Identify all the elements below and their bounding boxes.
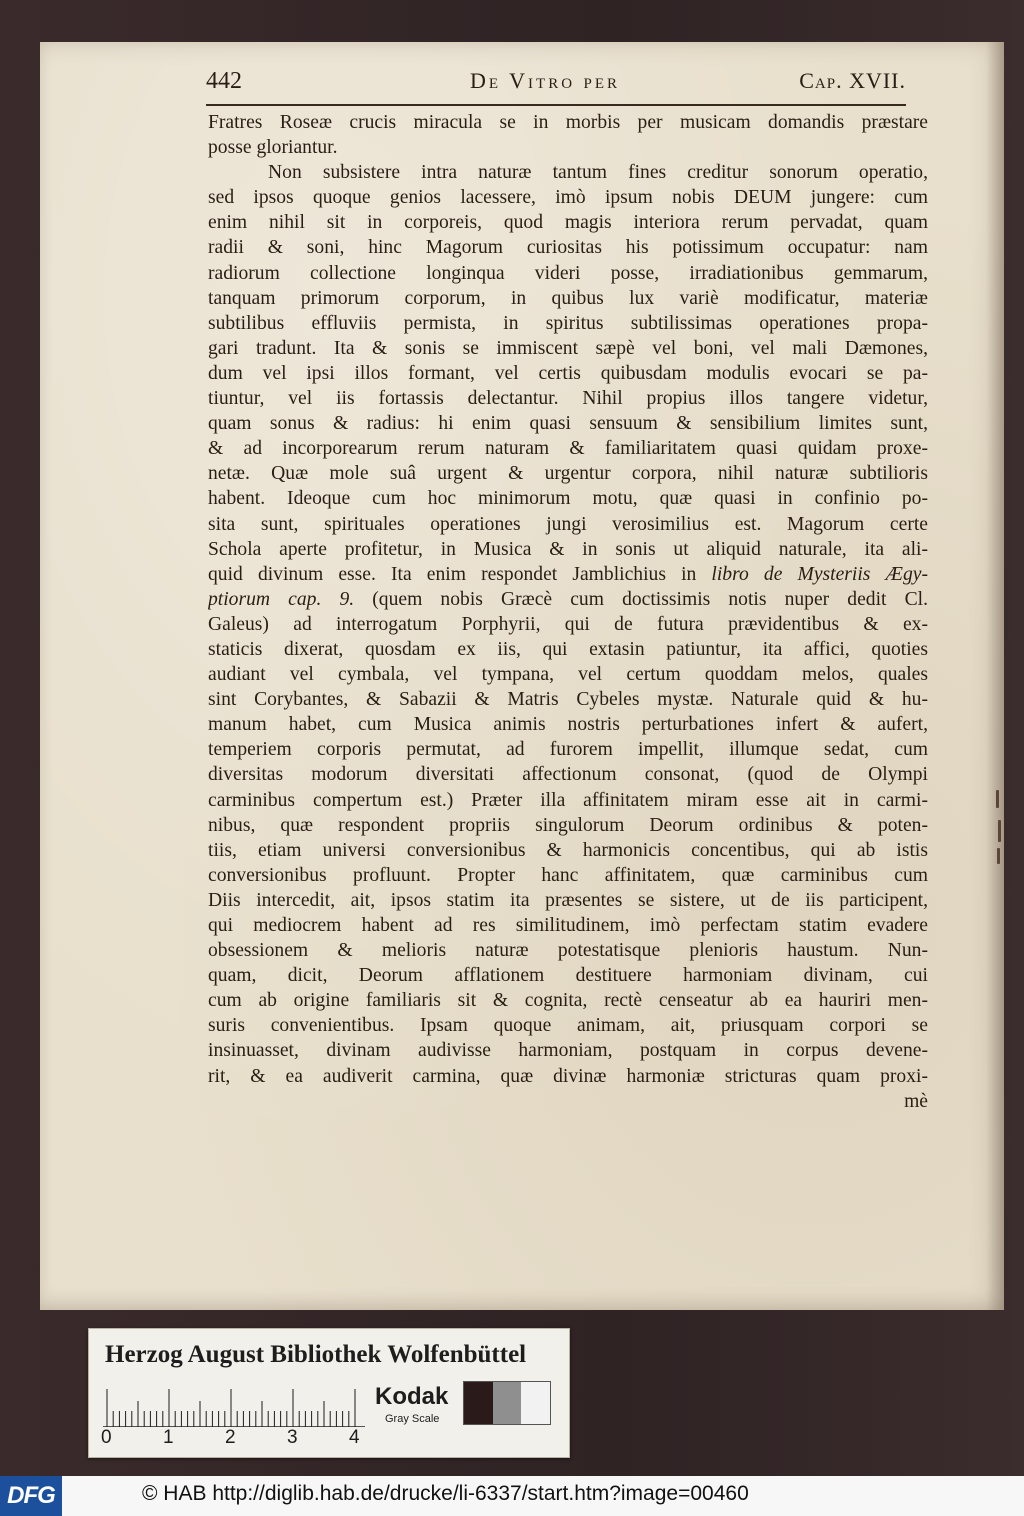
text-line: enim nihil sit in corporeis, quod magis interiora rerum pervadat, quam (208, 212, 928, 234)
text-line: cum ab origine familiaris sit & cognita, rectè censeatur ab ea hauriri men- (208, 990, 928, 1012)
chapter-label: Cap. XVII. (799, 68, 906, 93)
text-line: nibus, quæ respondent propriis singulorum Deorum ordinibus & poten- (208, 814, 928, 836)
footer-bar (0, 1476, 1024, 1516)
text-line: conversionibus profluunt. Propter hanc affinitatem, quæ carminibus cum (208, 864, 928, 886)
running-head (206, 66, 906, 102)
scale-digit: 0 (101, 1427, 112, 1448)
text-line: obsessionem & melioris naturæ potestatisque plenioris haustum. Nun- (208, 940, 928, 962)
text-line: radiorum collectione longinqua videri posse, irradiationibus gemmarum, (208, 262, 928, 284)
text-line: manum habet, cum Musica animis nostris perturbationes infert & aufert, (208, 714, 928, 736)
italic-citation: libro de Mysteriis Ægy- (711, 563, 928, 585)
swatch-dark (464, 1382, 493, 1424)
kodak-logo-text: Kodak (375, 1383, 449, 1410)
text-line: diversitas modorum diversitati affectionum consonat, (quod de Olympi (208, 764, 928, 786)
text-line: habent. Ideoque cum hoc minimorum motu, quæ quasi in confinio po- (208, 488, 928, 510)
text-line: suris convenientibus. Ipsam quoque animam, ait, priusquam corpori se (208, 1015, 928, 1037)
text-line: tanquam primorum corporum, in quibus lux variè modificatur, materiæ (208, 287, 928, 309)
text-line: rit, & ea audiverit carmina, quæ divinæ harmoniæ stricturas quam proxi- (208, 1065, 928, 1087)
text-line: netæ. Quæ mole suâ urgent & urgentur corpora, nihil naturæ subtilioris (208, 463, 928, 485)
text-line: sint Corybantes, & Sabazii & Matris Cybeles mystæ. Naturale quid & hu- (208, 689, 928, 711)
scale-digits (99, 1427, 369, 1453)
text-line: Galeus) ad interrogatum Porphyrii, qui de futura prævidentibus & ex- (208, 613, 928, 635)
text-line: subtilibus effluviis permista, in spiritus subtilissimas operationes propa- (208, 312, 928, 334)
page-edge-shadow (986, 42, 1004, 1310)
running-title: De Vitro per (470, 68, 621, 93)
dfg-logo[interactable]: DFG (0, 1476, 62, 1516)
text-line: radii & soni, hinc Magorum curiositas his potissimum occupatur: nam (208, 237, 928, 259)
scale-digit: 1 (163, 1427, 174, 1448)
text-line: staticis dixerat, quosdam ex iis, qui extasin patiuntur, ita affici, quoties (208, 638, 928, 660)
text-line: audiant vel cymbala, vel tympana, vel certum quoddam melos, quales (208, 664, 928, 686)
text-line: temperiem corporis permutat, ad furorem impellit, illumque sedat, cum (208, 739, 928, 761)
text-line: & ad incorporearum rerum naturam & familiaritatem quasi quidam proxe- (208, 438, 928, 460)
text-line: tiis, etiam universi conversionibus & harmonicis concentibus, qui ab istis (208, 839, 928, 861)
swatch-mid (493, 1382, 522, 1424)
swatch-light (521, 1382, 550, 1424)
text-line: Non subsistere intra naturæ tantum fines creditur sonorum operatio, (268, 162, 928, 184)
copyright-url[interactable]: © HAB http://diglib.hab.de/drucke/li-6337/start.htm?image=00460 (142, 1482, 749, 1505)
gray-scale-swatches (463, 1381, 551, 1425)
margin-mark (996, 790, 999, 808)
scale-digit: 2 (225, 1427, 236, 1448)
text-line: gari tradunt. Ita & sonis se immiscent sæpè vel boni, vel mali Dæmones, (208, 337, 928, 359)
catchword: mè (904, 1090, 928, 1112)
text-line (208, 562, 928, 587)
margin-mark (998, 820, 1001, 842)
text-line: dum vel ipsi illos formant, vel certis quibusdam modulis evocari se pa- (208, 362, 928, 384)
text-line: sita sunt, spirituales operationes jungi verosimilius est. Magorum certe (208, 513, 928, 535)
margin-mark (997, 848, 1000, 864)
text-line: qui mediocrem habent ad res similitudinem, imò perfectam statim evadere (208, 915, 928, 936)
header-rule (206, 104, 906, 106)
text-line-part: quid divinum esse. Ita enim respondet Jamblichius in (208, 563, 697, 585)
text-line: Diis intercedit, ait, ipsos statim ita præsentes se sistere, ut de iis participent, (208, 889, 928, 911)
text-line: quam, dicit, Deorum afflationem destituere harmoniam divinam, cui (208, 965, 928, 987)
text-line: insinuasset, divinam audivisse harmoniam, postquam in corpus devene- (208, 1040, 928, 1062)
text-line-part: (quem nobis Græcè cum doctissimis notis nuper dedit Cl. (372, 588, 928, 610)
text-line: Fratres Roseæ crucis miracula se in morbis per musicam domandis præstare (208, 112, 928, 133)
library-color-scale-card (88, 1328, 570, 1458)
text-line: quam sonus & radius: hi enim quasi sensuum & sensibilium limites sunt, (208, 413, 928, 435)
text-line: sed ipsos quoque genios lacessere, imò ipsum nobis DEUM jungere: cum (208, 187, 928, 209)
text-line: posse gloriantur. (208, 137, 338, 159)
scale-digit: 4 (349, 1427, 360, 1448)
text-line: carminibus compertum est.) Præter illa affinitatem miram esse ait in carmi- (208, 789, 928, 811)
ruler-scale-icon (103, 1387, 365, 1427)
page-body-text (208, 110, 928, 1114)
text-line: tiuntur, vel iis fortassis delectantur. Nihil propius illos tangere videtur, (208, 388, 928, 410)
gray-scale-label: Gray Scale (385, 1413, 440, 1425)
italic-citation: ptiorum cap. 9. (208, 588, 355, 610)
page-number: 442 (206, 68, 242, 94)
scale-digit: 3 (287, 1427, 298, 1448)
text-line: Schola aperte profitetur, in Musica & in sonis ut aliquid naturale, ita ali- (208, 538, 928, 560)
library-name: Herzog August Bibliothek Wolfenbüttel (105, 1341, 527, 1368)
text-line (208, 587, 928, 612)
